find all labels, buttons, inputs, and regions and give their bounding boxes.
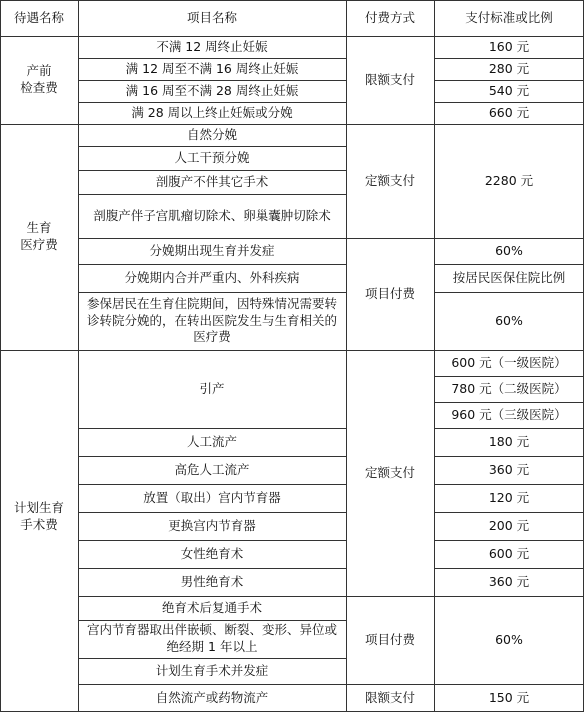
- table-border-line: [78, 58, 346, 59]
- table-border-line: [434, 402, 584, 403]
- table-border-line: [78, 684, 584, 685]
- item-name: 高危人工流产: [174, 461, 250, 477]
- category-family-planning-surgery: 计划生育 手术费: [13, 500, 64, 532]
- item-name: 满 28 周以上终止妊娠或分娩: [131, 104, 293, 120]
- item-name: 男性绝育术: [180, 573, 244, 589]
- table-border-line: [0, 124, 584, 125]
- header-cell-benefit-name: 待遇名称: [13, 9, 64, 25]
- table-border-line: [0, 36, 584, 37]
- item-name: 满 12 周至不满 16 周终止妊娠: [125, 60, 299, 76]
- item-name: 人工干预分娩: [174, 149, 250, 165]
- item-name: 满 16 周至不满 28 周终止妊娠: [125, 82, 299, 98]
- item-name: 分娩期出现生育并发症: [149, 242, 275, 258]
- payment-standard: 按居民医保住院比例: [452, 269, 566, 285]
- item-name: 计划生育手术并发症: [155, 662, 269, 678]
- table-border-line: [0, 0, 1, 712]
- payment-standard: 2280 元: [484, 172, 534, 188]
- payment-standard: 150 元: [488, 689, 530, 705]
- payment-method: 项目付费: [364, 631, 415, 647]
- table-border-line: [78, 292, 346, 293]
- payment-method: 定额支付: [364, 172, 415, 188]
- table-border-line: [434, 540, 584, 541]
- item-name: 剖腹产不伴其它手术: [155, 173, 269, 189]
- table-border-line: [434, 0, 435, 712]
- item-name: 引产: [199, 380, 225, 396]
- table-border-line: [78, 568, 346, 569]
- table-border-line: [78, 456, 346, 457]
- item-name: 宫内节育器取出伴嵌顿、断裂、变形、异位或绝经期 1 年以上: [86, 622, 337, 654]
- table-border-line: [78, 264, 346, 265]
- table-border-line: [78, 512, 346, 513]
- table-border-line: [78, 80, 346, 81]
- table-border-line: [78, 540, 346, 541]
- table-border-line: [78, 620, 346, 621]
- payment-method: 定额支付: [364, 464, 415, 480]
- table-border-line: [434, 292, 584, 293]
- item-name: 剖腹产伴子宫肌瘤切除术、卵巢囊肿切除术: [93, 207, 331, 223]
- item-name: 更换宫内节育器: [168, 517, 256, 533]
- item-name: 分娩期内合并严重内、外科疾病: [124, 269, 300, 285]
- payment-standard: 600 元: [488, 545, 530, 561]
- header-cell-payment-standard: 支付标准或比例: [465, 9, 553, 25]
- payment-standard: 600 元（一级医院）: [451, 354, 567, 370]
- payment-standard: 280 元: [488, 60, 530, 76]
- category-prenatal-exam: 产前 检查费: [20, 63, 58, 95]
- payment-standard: 960 元（三级医院）: [451, 406, 567, 422]
- table-border-line: [78, 146, 346, 147]
- payment-standard: 180 元: [488, 433, 530, 449]
- table-border-line: [0, 0, 584, 1]
- header-cell-payment-method: 付费方式: [364, 9, 415, 25]
- table-border-line: [434, 264, 584, 265]
- payment-standard: 540 元: [488, 82, 530, 98]
- table-border-line: [434, 428, 584, 429]
- table-border-line: [78, 170, 346, 171]
- item-name: 不满 12 周终止妊娠: [156, 38, 268, 54]
- table-border-line: [434, 58, 584, 59]
- item-name: 放置（取出）宫内节育器: [143, 489, 281, 505]
- table-border-line: [78, 194, 346, 195]
- payment-standard: 780 元（二级医院）: [451, 380, 567, 396]
- table-border-line: [78, 658, 346, 659]
- payment-standard: 360 元: [488, 573, 530, 589]
- table-border-line: [78, 238, 584, 239]
- payment-standard: 60%: [495, 631, 523, 647]
- table-border-line: [434, 376, 584, 377]
- category-maternity-medical: 生育 医疗费: [20, 220, 58, 252]
- payment-standard: 60%: [495, 242, 523, 258]
- table-border-line: [78, 596, 584, 597]
- item-name: 自然分娩: [186, 126, 237, 142]
- table-border-line: [78, 428, 346, 429]
- table-border-line: [346, 0, 347, 712]
- payment-standard: 360 元: [488, 461, 530, 477]
- item-name: 人工流产: [186, 433, 237, 449]
- table-border-line: [78, 484, 346, 485]
- table-border-line: [434, 80, 584, 81]
- item-name: 绝育术后复通手术: [161, 599, 262, 615]
- table-border-line: [0, 350, 584, 351]
- payment-standard: 120 元: [488, 489, 530, 505]
- table-border-line: [434, 102, 584, 103]
- table-border-line: [434, 456, 584, 457]
- table-border-line: [434, 568, 584, 569]
- payment-method: 项目付费: [364, 285, 415, 301]
- payment-standard: 660 元: [488, 104, 530, 120]
- table-border-line: [78, 102, 346, 103]
- payment-standard: 60%: [495, 312, 523, 328]
- payment-standard: 200 元: [488, 517, 530, 533]
- table-border-line: [434, 512, 584, 513]
- item-name: 参保居民在生育住院期间，因特殊情况需要转诊转院分娩的，在转出医院发生与生育相关的医疗费: [86, 295, 337, 345]
- payment-method: 限额支付: [364, 689, 415, 705]
- item-name: 自然流产或药物流产: [155, 689, 269, 705]
- payment-standard: 160 元: [488, 38, 530, 54]
- table-border-line: [434, 484, 584, 485]
- header-cell-item-name: 项目名称: [186, 9, 237, 25]
- item-name: 女性绝育术: [180, 545, 244, 561]
- payment-method: 限额支付: [364, 71, 415, 87]
- table-border-line: [78, 0, 79, 712]
